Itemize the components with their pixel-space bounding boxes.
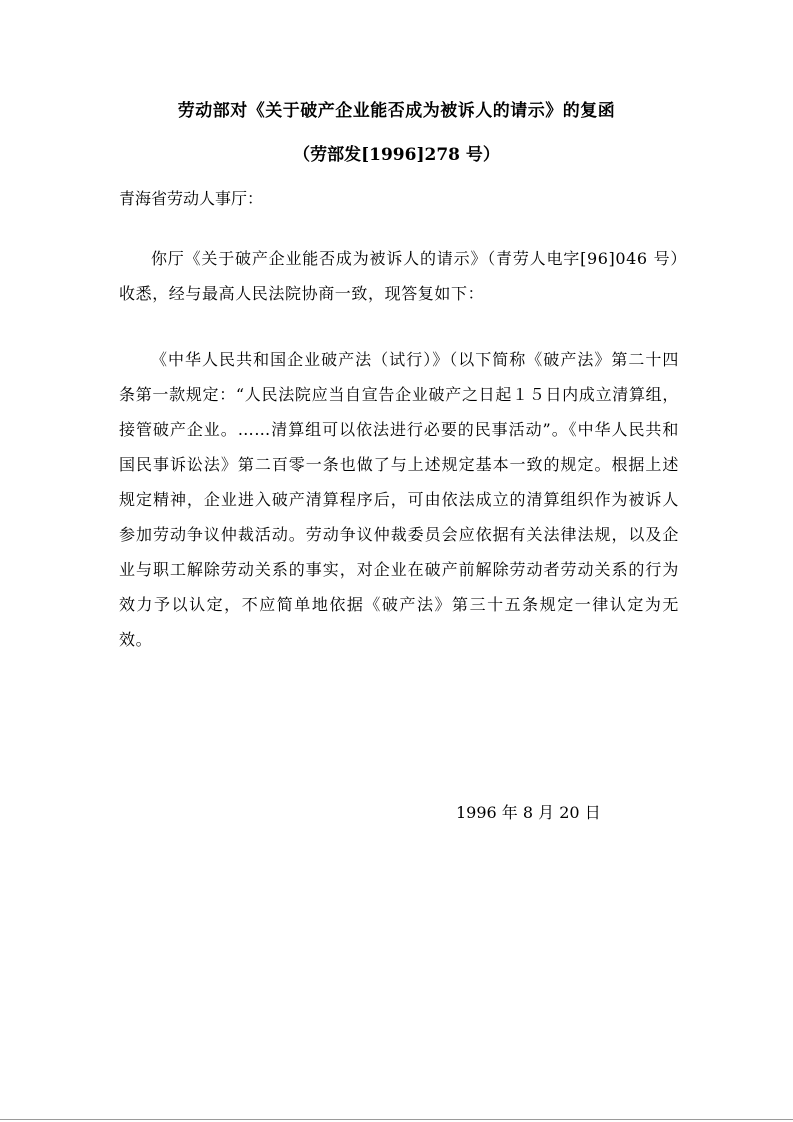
page-bottom-divider <box>0 1119 793 1120</box>
addressee: 青海省劳动人事厅： <box>119 189 264 208</box>
document-date: 1996 年 8 月 20 日 <box>456 803 601 822</box>
body-paragraph-2: 《中华人民共和国企业破产法（试行）》（以下简称《破产法》第二十四条第一款规定：“人民法院应当自宣告企业破产之日起１５日内成立清算组，接管破产企业。……清算组可以依法进行必要的民事活动”。《中华人民共和国民事诉讼法》第二百零一条也做了与上述规定基本一致的规定。根据上述规定精神，企业进入破产清算程序后，可由依法成立的清算组织作为被诉人参加劳动争议仲裁活动。劳动争议仲裁委员会应依据有关法律法规，以及企业与职工解除劳动关系的事实，对企业在破产前解除劳动者劳动关系的行为效力予以认定，不应简单地依据《破产法》第三十五条规定一律认定为无效。 <box>119 350 679 649</box>
document-title: 劳动部对《关于破产企业能否成为被诉人的请示》的复函 <box>177 101 616 121</box>
document-number: （劳部发[1996]278 号） <box>293 145 500 165</box>
body-paragraph-1: 你厅《关于破产企业能否成为被诉人的请示》（青劳人电字[96]046 号）收悉，经与最高人民法院协商一致，现答复如下： <box>119 249 679 303</box>
